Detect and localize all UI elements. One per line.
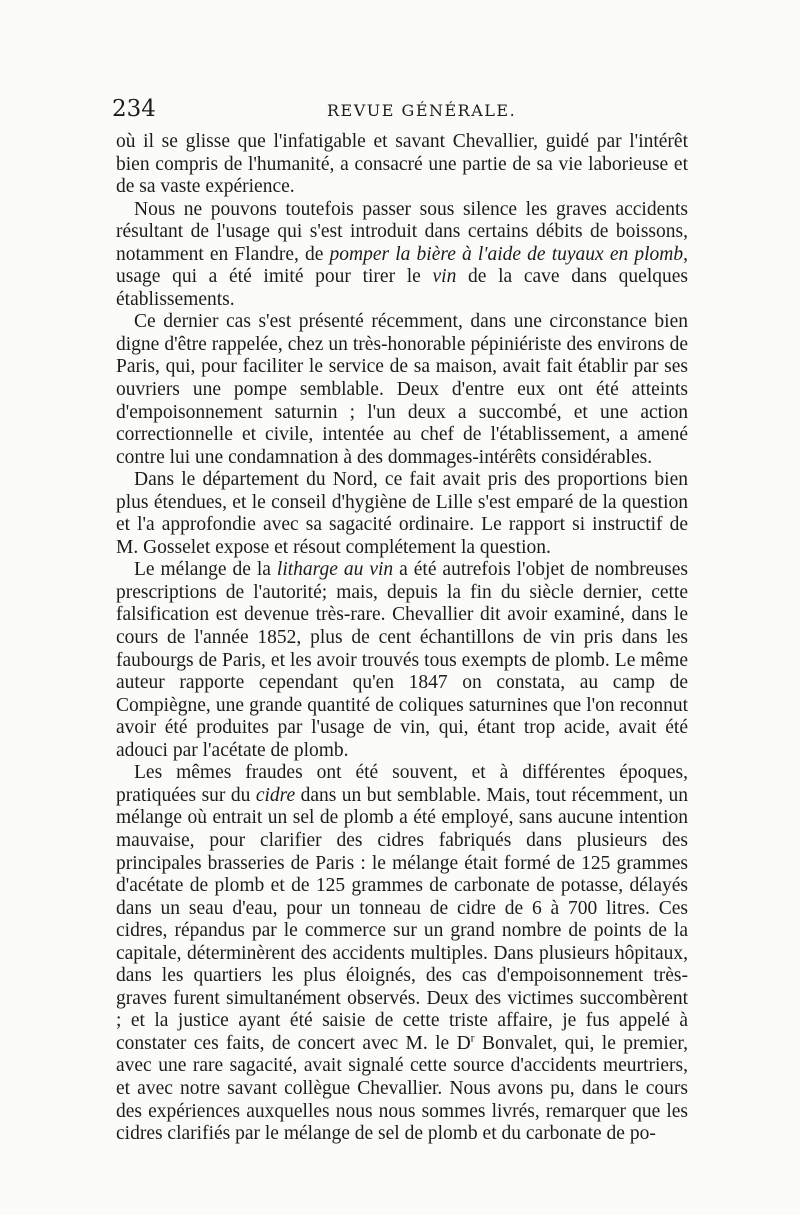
italic-text: pomper la bière à l'aide de tuyaux en plomb xyxy=(329,243,684,265)
text-segment: dans un but semblable. Mais, tout récemment, un mélange où entrait un sel de plomb a été employé, sans aucune intention mauvaise, pour clarifier des cidres fabriqués dans plusieurs des principales brasseries de Paris : le mélange était formé de 125 grammes d'acétate de plomb et de 125 grammes de carbonate de potasse, délayés dans un seau d'eau, pour un tonneau de cidre de 6 à 700 litres. Ces cidres, répandus par le commerce sur un grand nombre de points de la capitale, déterminèrent des accidents multiples. Dans plusieurs hôpitaux, dans les quartiers les plus éloignés, des cas d'empoisonnement très-graves furent simultanément observés. Deux des victimes succombèrent ; et la justice ayant été saisie de cette triste affaire, je fus appelé à constater ces faits, de concert avec M. le D xyxy=(116,784,689,1054)
paragraph xyxy=(116,762,688,1145)
paragraph xyxy=(116,469,688,559)
text-segment: , usage qui a été imité pour tirer le xyxy=(116,243,688,288)
paragraph xyxy=(116,559,688,762)
italic-text: cidre xyxy=(255,784,296,806)
text-segment: Nous ne pouvons toutefois passer sous silence les graves accidents résultant de l'usage qui s'est introduit dans certains débits de boissons, notamment en Flandre, de xyxy=(116,198,688,265)
italic-text: litharge au vin xyxy=(276,559,394,581)
page-number: 234 xyxy=(112,96,156,122)
text-segment: où il se glisse que l'infatigable et savant Chevallier, guidé par l'intérêt bien compris de l'humanité, a consacré une partie de sa vie laborieuse et de sa vaste expérience. xyxy=(116,131,688,198)
text-segment: Les mêmes fraudes ont été souvent, et à différentes époques, pratiquées sur du xyxy=(116,762,688,806)
text-segment: Dans le département du Nord, ce fait avait pris des proportions bien plus étendues, et le conseil d'hygiène de Lille s'est emparé de la question et l'a approfondie avec sa sagacité ordinaire. Le rapport si instructif de M. Gosselet expose et résout complétement la question. xyxy=(116,469,688,558)
body-text xyxy=(116,131,688,1146)
running-title: REVUE GÉNÉRALE. xyxy=(327,101,517,120)
superscript: r xyxy=(470,1031,475,1045)
text-segment: Ce dernier cas s'est présenté récemment, dans une circonstance bien digne d'être rappelée, chez un très-honorable pépiniériste des environs de Paris, qui, pour faciliter le service de sa maison, avait fait établir par ses ouvriers une pompe semblable. Deux d'entre eux ont été atteints d'empoisonnement saturnin ; l'un deux a succombé, et une action correctionnelle et civile, intentée au chef de l'établissement, a amené contre lui une condamnation à des dommages-intérêts considérables. xyxy=(116,311,688,468)
paragraph xyxy=(116,311,688,469)
text-segment: a été autrefois l'objet de nombreuses prescriptions de l'autorité; mais, depuis la fin du siècle dernier, cette falsification est devenue très-rare. Chevallier dit avoir examiné, dans le cours de l'année 1852, plus de cent échantillons de vin pris dans les faubourgs de Paris, et les avoir trouvés tous exempts de plomb. Le même auteur rapporte cependant qu'en 1847 on constata, au camp de Compiègne, une grande quantité de coliques saturnines que l'on reconnut avoir été produites par l'usage de vin, qui, étant trop acide, avait été adouci par l'acétate de plomb. xyxy=(116,559,688,761)
italic-text: vin xyxy=(432,266,457,288)
paragraph xyxy=(116,131,688,199)
paragraph xyxy=(116,199,688,312)
text-segment: Le mélange de la xyxy=(134,559,277,581)
page-header xyxy=(112,96,696,126)
text-segment: Bonvalet, qui, le premier, avec une rare sagacité, avait signalé cette source d'accidents meurtriers, et avec notre savant collègue Chevallier. Nous avons pu, dans le cours des expériences auxquelles nous nous sommes livrés, remarquer que les cidres clarifiés par le mélange de sel de plomb et du carbonate de po- xyxy=(116,1032,688,1145)
text-segment: de la cave dans quelques établissements. xyxy=(116,266,688,310)
